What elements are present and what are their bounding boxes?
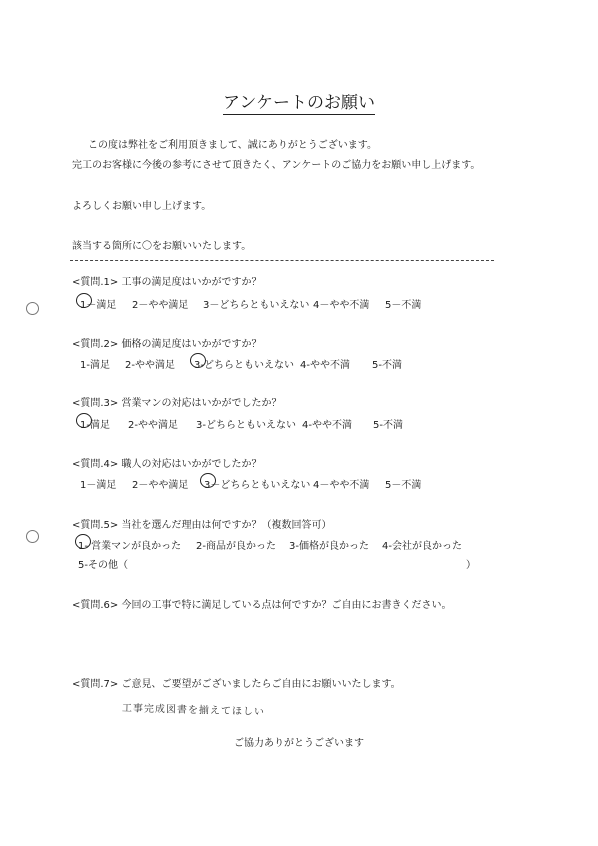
q2-selection-circle xyxy=(190,353,206,368)
q4-option-1[interactable]: 1－満足 xyxy=(80,480,117,491)
q3-option-4[interactable]: 4-やや不満 xyxy=(302,420,352,431)
q1-option-3[interactable]: 3－どちらともいえない xyxy=(203,300,310,311)
q3-option-2[interactable]: 2-やや満足 xyxy=(128,420,178,431)
page-title: アンケートのお願い xyxy=(223,93,375,113)
intro-line-3: よろしくお願い申し上げます。 xyxy=(72,201,212,212)
intro-line-4: 該当する箇所に〇をお願いいたします。 xyxy=(72,241,252,252)
q3-option-5[interactable]: 5-不満 xyxy=(373,420,403,431)
q5-option-5-label[interactable]: 5-その他（ xyxy=(78,560,128,571)
question-6-heading: <質問.6> 今回の工事で特に満足している点は何ですか？ご自由にお書きください。 xyxy=(72,600,452,611)
intro-line-1: この度は弊社をご利用頂きまして、誠にありがとうございます。 xyxy=(88,140,377,151)
question-5-heading: <質問.5> 当社を選んだ理由は何ですか？（複数回答可） xyxy=(72,520,332,531)
q1-option-2[interactable]: 2－やや満足 xyxy=(132,300,189,311)
q3-option-3[interactable]: 3-どちらともいえない xyxy=(196,420,296,431)
q5-option-5-close: ） xyxy=(466,560,476,571)
q2-option-4[interactable]: 4-やや不満 xyxy=(300,360,350,371)
q1-option-5[interactable]: 5－不満 xyxy=(385,300,422,311)
q5-selection-circle xyxy=(75,534,91,549)
q2-option-2[interactable]: 2-やや満足 xyxy=(125,360,175,371)
q3-option-1[interactable]: 1-満足 xyxy=(80,420,110,431)
handwritten-comment: 工事完成図書を揃えてほしい xyxy=(121,703,266,718)
question-1-heading: <質問.1> 工事の満足度はいかがですか？ xyxy=(72,277,262,288)
q1-selection-circle xyxy=(76,293,92,308)
question-2-heading: <質問.2> 価格の満足度はいかがですか？ xyxy=(72,339,262,350)
q4-option-3[interactable]: 3－どちらともいえない xyxy=(204,480,311,491)
question-4-heading: <質問.4> 職人の対応はいかがでしたか？ xyxy=(72,459,262,470)
q2-option-5[interactable]: 5-不満 xyxy=(372,360,402,371)
q5-option-4[interactable]: 4-会社が良かった xyxy=(382,541,462,552)
punch-hole-bottom xyxy=(26,530,39,543)
q2-option-3[interactable]: 3-どちらともいえない xyxy=(194,360,294,371)
q4-option-2[interactable]: 2－やや満足 xyxy=(132,480,189,491)
q4-selection-circle xyxy=(200,473,216,488)
q4-option-4[interactable]: 4－やや不満 xyxy=(313,480,370,491)
q2-option-1[interactable]: 1-満足 xyxy=(80,360,110,371)
q5-option-2[interactable]: 2-商品が良かった xyxy=(196,541,276,552)
q1-option-1[interactable]: 1－満足 xyxy=(80,300,117,311)
q4-option-5[interactable]: 5－不満 xyxy=(385,480,422,491)
question-3-heading: <質問.3> 営業マンの対応はいかがでしたか？ xyxy=(72,398,282,409)
question-7-heading: <質問.7> ご意見、ご要望がございましたらご自由にお願いいたします。 xyxy=(72,679,401,690)
punch-hole-top xyxy=(26,302,39,315)
q3-selection-circle xyxy=(76,413,92,428)
closing-text: ご協力ありがとうございます xyxy=(234,738,364,749)
dashed-divider xyxy=(70,260,494,261)
q5-option-3[interactable]: 3-価格が良かった xyxy=(289,541,369,552)
q5-option-1[interactable]: 1- 営業マンが良かった xyxy=(78,541,182,552)
intro-line-2: 完工のお客様に今後の参考にさせて頂きたく、アンケートのご協力をお願い申し上げます。 xyxy=(72,160,481,171)
q1-option-4[interactable]: 4－やや不満 xyxy=(313,300,370,311)
